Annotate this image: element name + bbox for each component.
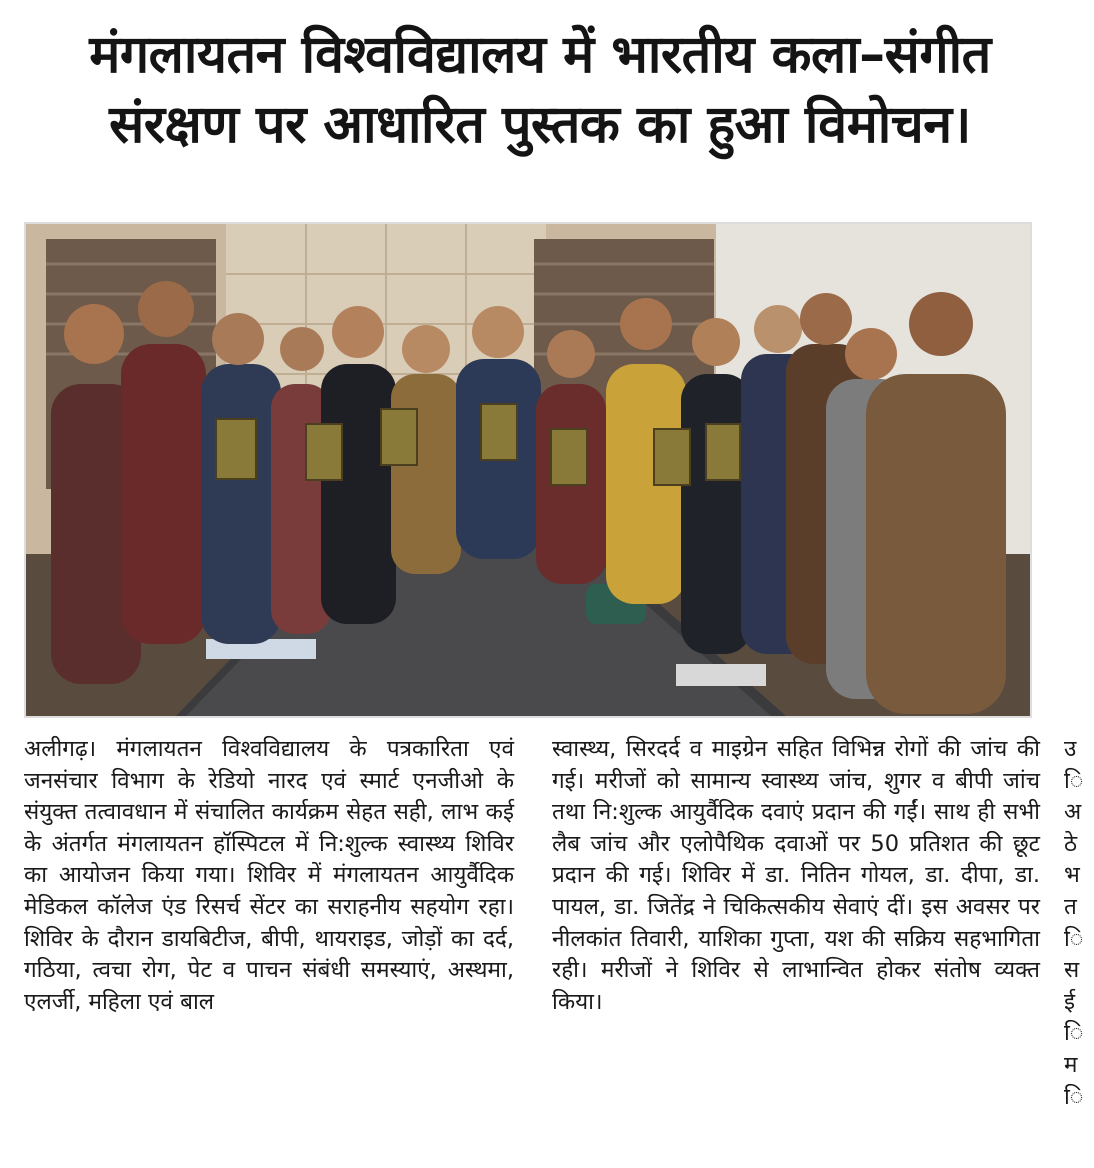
fragment: ई <box>1064 988 1076 1015</box>
fragment: ि <box>1064 767 1084 794</box>
fragment: अ <box>1064 799 1082 826</box>
news-photo <box>24 222 1032 718</box>
fragment: स <box>1064 957 1080 984</box>
fragment: त <box>1064 893 1077 920</box>
fragment: ि <box>1064 1020 1084 1047</box>
article-column-3-cutoff <box>1064 734 1094 1113</box>
fragment: म <box>1064 1051 1078 1078</box>
fragment: ि <box>1064 925 1084 952</box>
fragment: उ <box>1064 736 1077 762</box>
fragment: भ <box>1064 862 1080 889</box>
headline-line-2: संरक्षण पर आधारित पुस्तक का हुआ विमोचन। <box>109 95 971 155</box>
article-column-1: अलीगढ़। मंगलायतन विश्वविद्यालय के पत्रकारिता एवं जनसंचार विभाग के रेडियो नारद एवं स्मार्ट एनजीओ के संयुक्त तत्वावधान में संचालित कार्यक्रम सेहत सही, लाभ कई के अंतर्गत मंगलायतन हॉस्पिटल में नि:शुल्क स्वास्थ्य शिविर का आयोजन किया गया। शिविर में मंगलायतन आयुर्वैदिक मेडिकल कॉलेज एंड रिसर्च सेंटर का सराहनीय सहयोग रहा। शिविर के दौरान डायबिटीज, बीपी, थायराइड, जोड़ों का दर्द, गठिया, त्वचा रोग, पेट व पाचन संबंधी समस्याएं, अस्थमा, एलर्जी, महिला एवं बाल <box>24 736 514 1015</box>
headline-line-1: मंगलायतन विश्वविद्यालय में भारतीय कला–संगीत <box>89 25 991 85</box>
fragment: ि <box>1064 1083 1084 1110</box>
headline <box>20 20 1060 160</box>
article-column-2: स्वास्थ्य, सिरदर्द व माइग्रेन सहित विभिन्न रोगों की जांच की गई। मरीजों को सामान्य स्वास्थ्य जांच, शुगर व बीपी जांच तथा नि:शुल्क आयुर्वैदिक दवाएं प्रदान की गईं। साथ ही सभी लैब जांच और एलोपैथिक दवाओं पर 50 प्रतिशत की छूट प्रदान की गई। शिविर में डा. नितिन गोयल, डा. दीपा, डा. पायल, डा. जितेंद्र ने चिकित्सकीय सेवाएं दीं। इस अवसर पर नीलकांत तिवारी, याशिका गुप्ता, यश की सक्रिय सहभागिता रही। मरीजों ने शिविर से लाभान्वित होकर संतोष व्यक्त किया। <box>552 736 1040 1015</box>
group-photo-illustration <box>26 224 1030 716</box>
fragment: ठे <box>1064 830 1078 857</box>
